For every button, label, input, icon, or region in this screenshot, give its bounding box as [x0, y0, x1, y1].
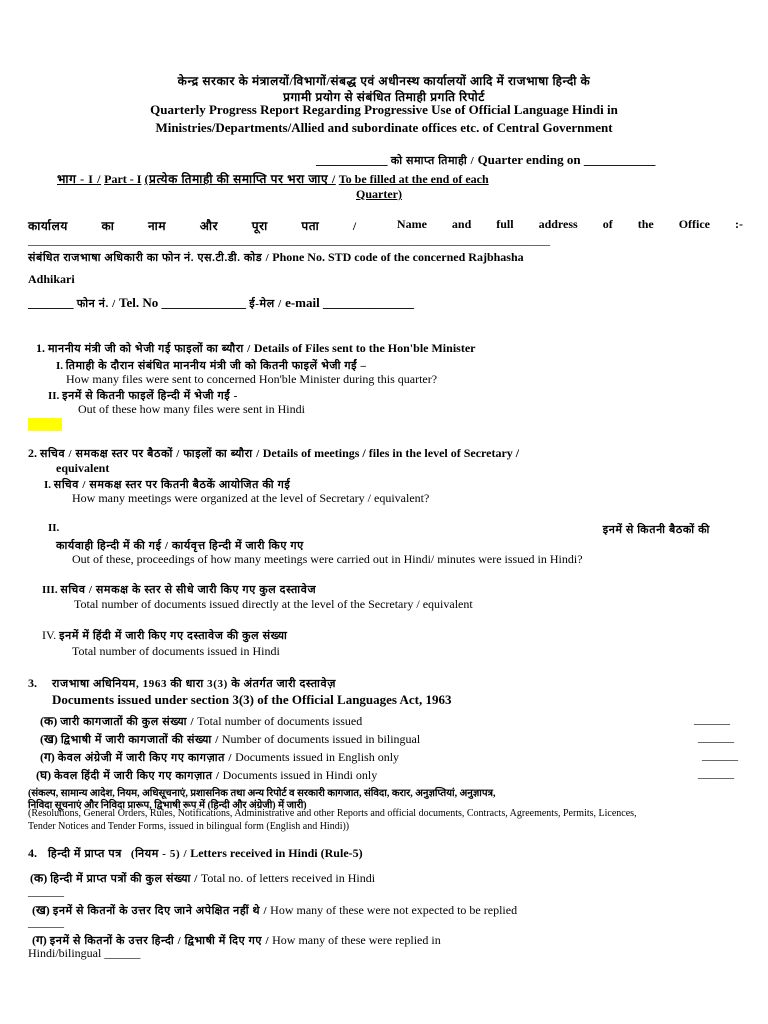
section4-english: Letters received in Hindi (Rule-5) [190, 846, 363, 860]
section4-q3-english-1: How many of these were replied in [272, 933, 441, 947]
part1-heading [57, 170, 489, 187]
highlighted-answer-field[interactable] [28, 418, 62, 431]
section3-item-b-hindi: द्विभाषी में जारी कागजातों की संख्या / [60, 734, 219, 746]
section3-item-b [40, 730, 734, 747]
section3-note-english-1: (Resolutions, General Orders, Rules, Notifications, Administrative and other Reports and official documents, Contracts, Agreements, Permits, Licences, [28, 808, 637, 819]
section1-heading [36, 341, 475, 356]
part1-english-prefix: Part - I [104, 172, 142, 186]
office-name-row [28, 217, 743, 234]
email-blank[interactable]: ______________ [322, 295, 414, 310]
section4-q2-hindi: इनमें से कितनों के उत्तर दिए जाने अपेक्षित नहीं थे / [52, 905, 268, 917]
page-title-line1: Quarterly Progress Report Regarding Progressive Use of Official Language Hindi in [150, 102, 618, 117]
section3-item-d-hindi: केवल हिंदी में जारी किए गए कागज़ात / [54, 770, 220, 782]
section2-q1-hindi: सचिव / समकक्ष स्तर पर कितनी बैठकें आयोजित की गई [53, 479, 291, 491]
section1-q2-number: II. [48, 390, 60, 402]
tel-email-row [28, 295, 414, 311]
tel-blank-1[interactable]: _______ [28, 295, 74, 310]
office-english: Name and full address of the Office :- [396, 217, 743, 231]
section1-q1-number: I. [56, 360, 64, 372]
part1-english-desc: To be filled at the end of each [338, 172, 489, 186]
section4-q3-blank[interactable]: ______ [104, 946, 141, 960]
email-english: e-mail [285, 295, 320, 310]
section4-q2-english: How many of these were not expected to be replied [270, 903, 518, 917]
section1-q2-english: Out of these how many files were sent in Hindi [78, 402, 305, 416]
section4-q1-english: Total no. of letters received in Hindi [200, 871, 376, 885]
section3-item-c-blank[interactable]: ______ [702, 748, 738, 762]
section4-q3-marker: (ग) [32, 933, 47, 947]
section1-q1-hindi-row [56, 358, 367, 373]
section3-number: 3. [28, 676, 37, 690]
section2-q4-hindi-row [42, 628, 287, 643]
section4-q1-blank[interactable]: ______ [28, 884, 64, 898]
part1-hindi-desc: (प्रत्येक तिमाही की समाप्ति पर भरा जाए / [144, 172, 336, 186]
section3-item-b-english: Number of documents issued in bilingual [221, 732, 421, 746]
tel-blank-2[interactable]: _____________ [161, 295, 247, 310]
phone-hindi: संबंधित राजभाषा अधिकारी का फोन नं. एस.टी.डी. कोड / [28, 252, 270, 264]
section2-q3-english: Total number of documents issued directly at the level of the Secretary / equivalent [74, 597, 473, 611]
quarter-blank[interactable]: ___________ [316, 152, 388, 167]
section2-q2-hindi: कार्यवाही हिन्दी में की गई / कार्यवृत्त हिन्दी में जारी किए गए [56, 540, 304, 552]
section2-hindi: सचिव / समकक्ष स्तर पर बैठकों / फाइलों का ब्यौरा / [40, 448, 260, 460]
phone-english: Phone No. STD code of the concerned Rajbhasha [272, 250, 524, 264]
section3-item-c-english: Documents issued in English only [235, 750, 400, 764]
section3-item-b-marker: (ख) [40, 732, 58, 746]
section1-hindi: माननीय मंत्री जी को भेजी गई फाइलों का ब्यौरा / [48, 343, 251, 355]
section2-q3-hindi-row [42, 582, 316, 597]
section2-english: Details of meetings / files in the level of Secretary / [262, 446, 520, 460]
section4-number: 4. [28, 846, 37, 860]
section2-q2-hindi-right: इनमें से कितनी बैठकों की [602, 524, 710, 536]
section2-q4-hindi: इनमें में हिंदी में जारी किए गए दस्तावेज की कुल संख्या [59, 630, 288, 642]
hindi-title-line1: केन्द्र सरकार के मंत्रालयों/विभागों/संबद्ध एवं अधीनस्थ कार्यालयों आदि में राजभाषा हिन्दी के [177, 74, 591, 88]
section2-q1-number: I. [44, 479, 52, 491]
section3-item-a-english: Total number of documents issued [197, 714, 363, 728]
section3-item-c-marker: (ग) [40, 750, 55, 764]
section3-note-hindi-1: (संकल्प, सामान्य आदेश, नियम, अधिसूचनाएं, प्रशासनिक तथा अन्य रिपोर्ट व सरकारी कागजात, संविदा, करार, अनुज्ञप्तियां, अनुज्ञापत्र, [28, 788, 496, 799]
section2-q2-number: II. [48, 522, 60, 534]
section1-q1-english: How many files were sent to concerned Hon'ble Minister during this quarter? [66, 372, 438, 386]
section1-english: Details of Files sent to the Hon'ble Minister [253, 341, 476, 355]
office-hindi: कार्यालय का नाम और पूरा पता / [28, 219, 357, 233]
section3-item-d-english: Documents issued in Hindi only [222, 768, 378, 782]
quarter-hindi: को समाप्त तिमाही / [390, 155, 475, 167]
section2-q2-english: Out of these, proceedings of how many meetings were carried out in Hindi/ minutes were issued in Hindi? [72, 552, 583, 566]
part1-hindi-prefix: भाग - I / [57, 172, 102, 186]
section4-q2-marker: (ख) [32, 903, 50, 917]
section3-item-a [40, 712, 730, 729]
section2-heading [28, 446, 519, 461]
quarter-english: Quarter ending on [477, 152, 581, 167]
section1-q2-hindi: इनमें से कितनी फाइलें हिन्दी में भेजी गईं - [62, 390, 238, 402]
section2-q3-number: III. [42, 584, 58, 596]
section1-number: 1. [36, 341, 45, 355]
section2-english-2: equivalent [56, 461, 110, 475]
section4-q2-blank[interactable]: ______ [28, 915, 64, 929]
section2-q4-english: Total number of documents issued in Hindi [72, 644, 280, 658]
phone-row [28, 250, 524, 265]
section3-heading [28, 676, 336, 691]
section4-q1-hindi: हिन्दी में प्राप्त पत्रों की कुल संख्या / [50, 873, 198, 885]
tel-english: Tel. No [119, 295, 159, 310]
quarter-ending-row [316, 152, 655, 168]
section3-item-c [40, 748, 738, 765]
quarter-blank-2[interactable]: ___________ [583, 152, 656, 167]
section3-english: Documents issued under section 3(3) of the Official Languages Act, 1963 [52, 692, 452, 707]
hindi-title-line2: प्रगामी प्रयोग से संबंधित तिमाही प्रगति रिपोर्ट [283, 90, 485, 104]
section4-hindi: हिन्दी में प्राप्त पत्र [48, 848, 122, 860]
part1-english-desc-2: Quarter) [356, 187, 402, 201]
section2-q1-english: How many meetings were organized at the level of Secretary / equivalent? [72, 491, 430, 505]
section3-note-english-2: Tender Notices and Tender Forms, issued in bilingual form (English and Hindi)) [28, 821, 350, 832]
section1-q2-hindi-row [48, 388, 238, 403]
phone-english-2: Adhikari [28, 272, 75, 286]
office-address-line[interactable]: _______________________________________________________________________________________ [28, 233, 550, 247]
section4-q2-row [32, 901, 517, 918]
section1-q1-hindi: तिमाही के दौरान संबंधित माननीय मंत्री जी को कितनी फाइलें भेजी गईं – [65, 360, 367, 372]
section3-item-d-blank[interactable]: ______ [698, 766, 734, 780]
section3-item-a-marker: (क) [40, 714, 58, 728]
section3-item-a-hindi: जारी कागजातों की कुल संख्या / [60, 716, 195, 728]
section3-item-b-blank[interactable]: ______ [698, 730, 734, 744]
section2-q1-hindi-row [44, 477, 290, 492]
section4-rule-hindi: (नियम - 5) / [130, 848, 188, 860]
page-title-line2: Ministries/Departments/Allied and subordinate offices etc. of Central Government [155, 120, 613, 135]
section2-number: 2. [28, 446, 37, 460]
tel-hindi: फोन नं. / [76, 298, 116, 310]
section4-q1-marker: (क) [30, 871, 48, 885]
email-hindi: ई-मेल / [249, 298, 282, 310]
section3-item-d [36, 766, 734, 783]
section3-note-hindi-2: निविदा सूचनाएं और निविदा प्रारूप, द्विभाषी रूप में (हिन्दी और अंग्रेजी) में जारी) [28, 800, 307, 811]
section3-hindi: राजभाषा अधिनियम, 1963 की धारा 3(3) के अंतर्गत जारी दस्तावेज़ [52, 678, 336, 690]
section4-heading [28, 846, 363, 861]
section4-q3-hindi: इनमें से कितनों के उत्तर हिन्दी / द्विभाषी में दिए गए / [49, 935, 270, 947]
section3-item-c-hindi: केवल अंग्रेजी में जारी किए गए कागज़ात / [57, 752, 233, 764]
section4-q3-english-2: Hindi/bilingual [28, 946, 102, 960]
section2-q4-number: IV. [42, 628, 57, 642]
section3-item-d-marker: (घ) [36, 768, 52, 782]
section2-q3-hindi: सचिव / समकक्ष के स्तर से सीधे जारी किए गए कुल दस्तावेज [60, 584, 317, 596]
section3-item-a-blank[interactable]: ______ [694, 712, 730, 726]
section4-q3-row-2 [28, 946, 140, 961]
section4-q1-row [30, 869, 375, 886]
